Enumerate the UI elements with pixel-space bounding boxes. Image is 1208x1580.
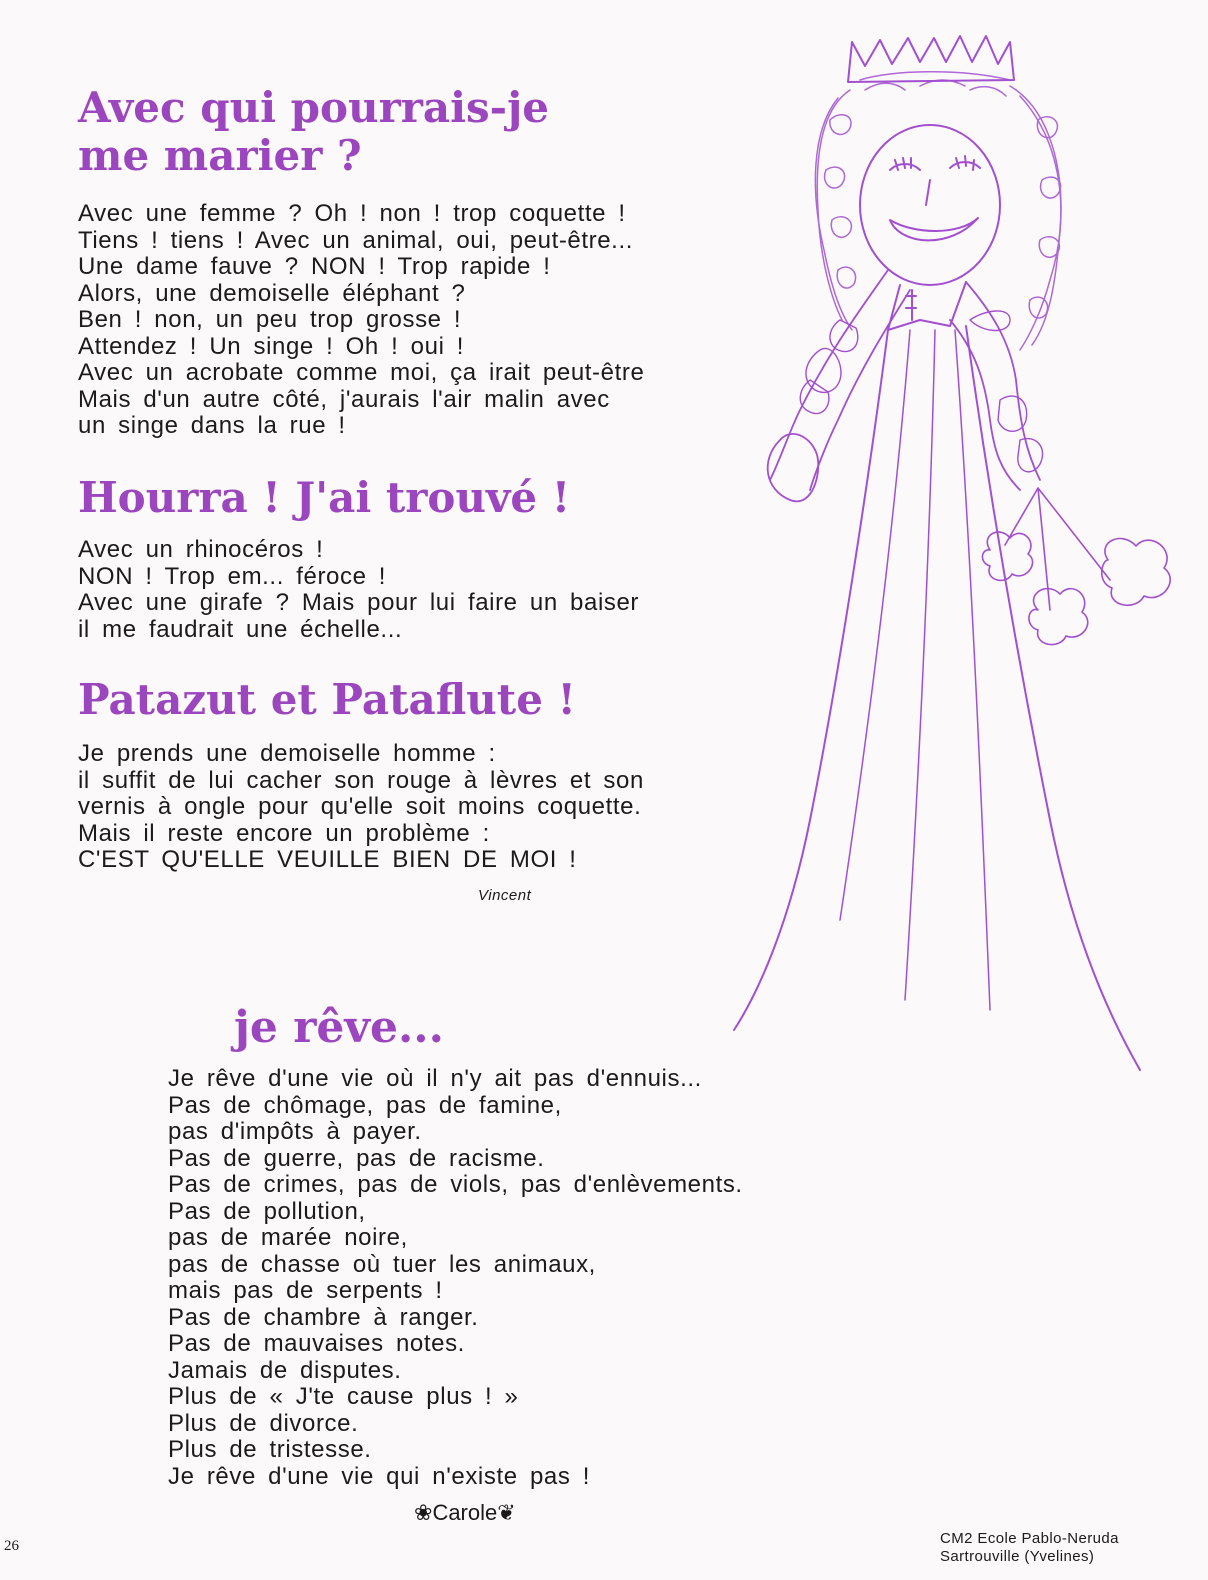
- school-credit: [940, 1530, 1119, 1566]
- poem-line: il me faudrait une échelle...: [78, 615, 403, 643]
- stanza-2: [78, 537, 639, 643]
- poem-line: Pas de guerre, pas de racisme.: [168, 1144, 545, 1172]
- school-line-1: CM2 Ecole Pablo-Neruda: [940, 1530, 1119, 1547]
- poem-line: Pas de mauvaises notes.: [168, 1330, 465, 1357]
- poem-line: mais pas de serpents !: [168, 1277, 443, 1304]
- poem-line: Plus de « J'te cause plus ! »: [168, 1383, 519, 1410]
- crown: [848, 36, 1014, 82]
- poem-line: Pas de chômage, pas de famine,: [168, 1091, 562, 1119]
- bouquet: [982, 488, 1170, 645]
- poem-line: Plus de divorce.: [168, 1409, 359, 1437]
- signature-name: Carole: [432, 1500, 498, 1525]
- poem-line: pas d'impôts à payer.: [168, 1118, 422, 1145]
- poem-line: Alors, une demoiselle éléphant ?: [78, 279, 466, 307]
- face: [860, 125, 1000, 285]
- title-line-1: Avec qui pourrais-je: [78, 83, 550, 132]
- child-drawing-princess: [720, 20, 1190, 1100]
- poem-line: pas de marée noire,: [168, 1224, 408, 1251]
- poem-line: Pas de crimes, pas de viols, pas d'enlèvements.: [168, 1171, 743, 1198]
- poem-line: Je rêve d'une vie où il n'y ait pas d'ennuis...: [168, 1065, 702, 1092]
- poem-line: Plus de tristesse.: [168, 1436, 372, 1463]
- title-avec-qui: [78, 84, 549, 180]
- title-je-reve: je rêve...: [234, 1002, 444, 1053]
- poem-line: NON ! Trop em... féroce !: [78, 562, 387, 590]
- poem-line: Je prends une demoiselle homme :: [78, 740, 496, 767]
- right-eye: [950, 156, 980, 170]
- poem-line: Avec une femme ? Oh ! non ! trop coquette !: [78, 200, 626, 227]
- poem-line: pas de chasse où tuer les animaux,: [168, 1250, 596, 1278]
- signature-vincent: Vincent: [478, 887, 532, 904]
- poem-line: Attendez ! Un singe ! Oh ! oui !: [78, 332, 465, 360]
- dress: [734, 326, 1140, 1070]
- nose: [926, 180, 930, 205]
- mouth: [890, 218, 978, 240]
- poem-line: vernis à ongle pour qu'elle soit moins coquette.: [78, 793, 642, 820]
- left-eye: [890, 158, 920, 170]
- school-line-2: Sartrouville (Yvelines): [940, 1548, 1095, 1565]
- title-line-2: me marier ?: [78, 131, 362, 180]
- stanza-1: [78, 201, 644, 440]
- poem-line: Jamais de disputes.: [168, 1356, 402, 1384]
- title-hourra: Hourra ! J'ai trouvé !: [78, 473, 571, 522]
- signature-carole: [414, 1500, 516, 1526]
- poem-line: C'EST QU'ELLE VEUILLE BIEN DE MOI !: [78, 846, 577, 873]
- leaf-icon: ❦: [497, 1500, 516, 1525]
- poem-line: Je rêve d'une vie qui n'existe pas !: [168, 1462, 590, 1490]
- flower-icon: ❀: [414, 1500, 433, 1525]
- poem-line: Ben ! non, un peu trop grosse !: [78, 306, 462, 333]
- poem-line: Pas de chambre à ranger.: [168, 1303, 479, 1331]
- poem-line: Mais il reste encore un problème :: [78, 819, 490, 847]
- poem-line: il suffit de lui cacher son rouge à lèvres et son: [78, 766, 644, 794]
- stanza-3: [78, 741, 644, 874]
- poem-line: Avec un acrobate comme moi, ça irait peut-être: [78, 359, 645, 386]
- poem-line: Avec un rhinocéros !: [78, 536, 324, 563]
- page-number: 26: [4, 1538, 19, 1554]
- poem-line: un singe dans la rue !: [78, 412, 346, 439]
- poem-line: Avec une girafe ? Mais pour lui faire un baiser: [78, 589, 640, 616]
- poem-line: Une dame fauve ? NON ! Trop rapide !: [78, 253, 551, 280]
- poem-line: Pas de pollution,: [168, 1197, 366, 1225]
- hair: [815, 72, 1061, 350]
- poem-line: Tiens ! tiens ! Avec un animal, oui, peut-être...: [78, 226, 633, 254]
- stanza-je-reve: [168, 1066, 743, 1490]
- title-patazut: Patazut et Pataflute !: [78, 675, 576, 724]
- poem-line: Mais d'un autre côté, j'aurais l'air malin avec: [78, 385, 610, 413]
